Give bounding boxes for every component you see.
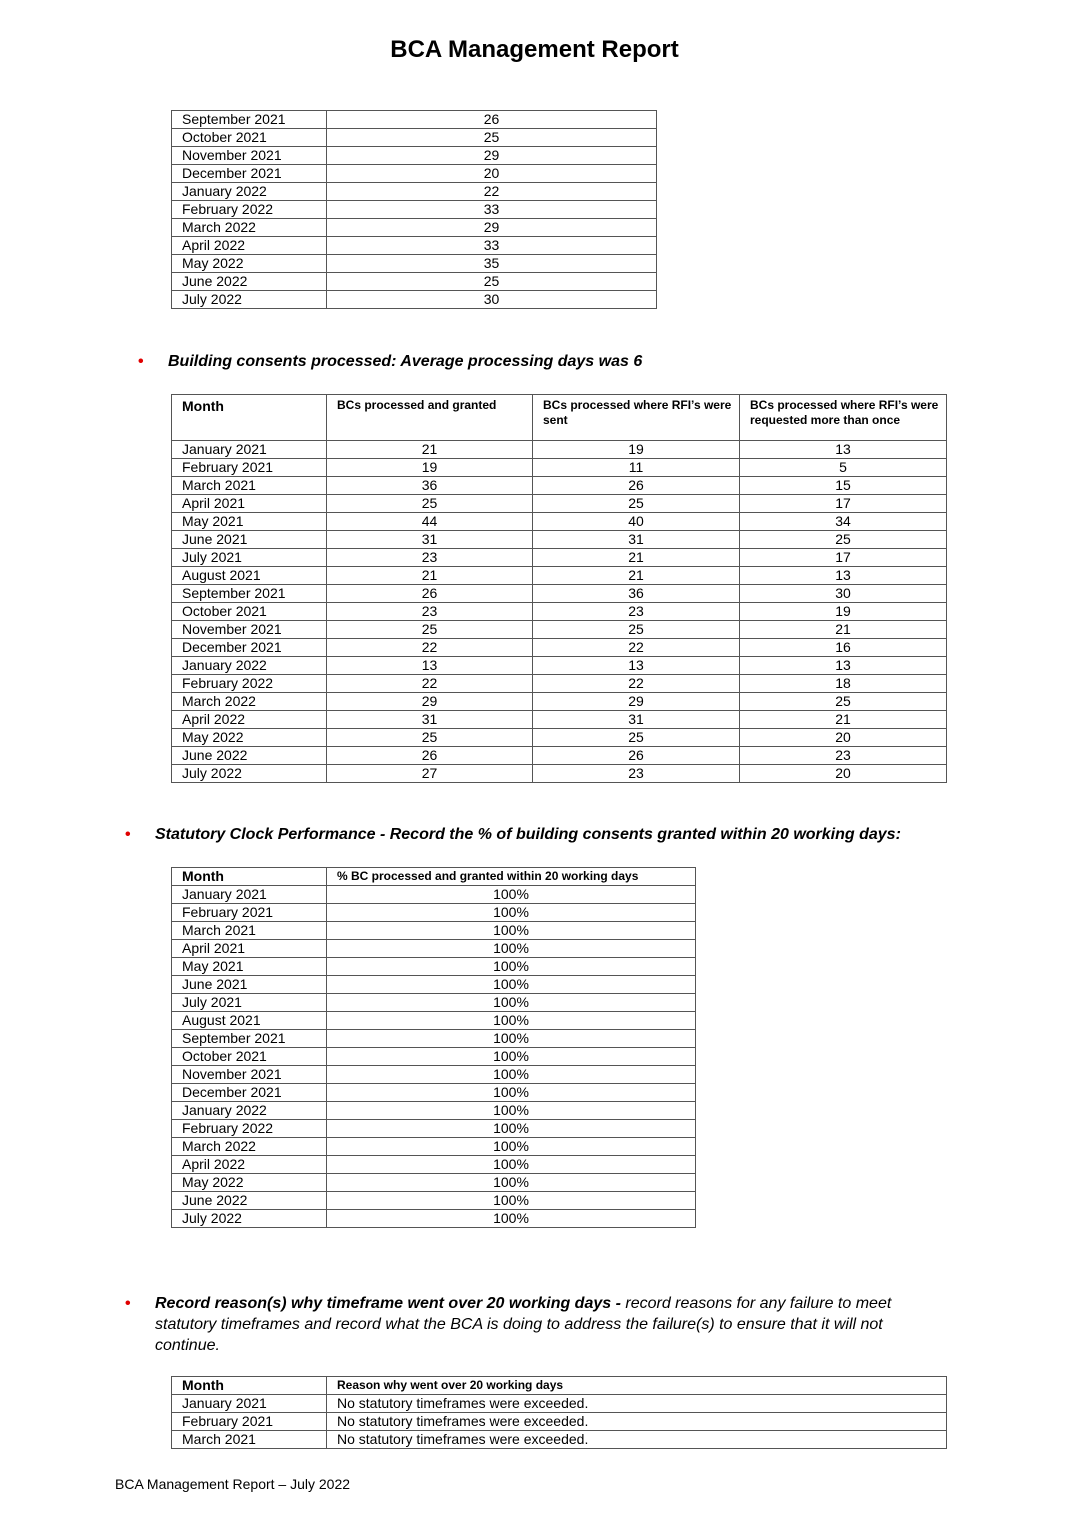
table-row [172,459,947,477]
value-cell: 13 [740,567,947,585]
page-title: BCA Management Report [390,36,679,63]
value-cell: 23 [533,603,740,621]
value-cell: 13 [740,441,947,459]
statutory-clock-table [171,867,696,1228]
month-cell: February 2021 [172,459,327,477]
value-cell: 36 [327,477,533,495]
value-cell: 100% [327,940,696,958]
value-cell: 13 [740,657,947,675]
value-cell: 100% [327,1066,696,1084]
table-row [172,940,696,958]
month-cell: September 2021 [172,585,327,603]
value-cell: 25 [327,729,533,747]
value-cell: 15 [740,477,947,495]
heading-bold-text: Record reason(s) why timeframe went over 20 working days - [155,1295,626,1312]
month-cell: February 2022 [172,201,327,219]
bullet-icon: • [125,826,131,843]
table-row [172,1174,696,1192]
value-cell: 27 [327,765,533,783]
section-reasons-heading [125,1293,955,1356]
month-cell: June 2022 [172,273,327,291]
table-row [172,621,947,639]
value-cell: 100% [327,1048,696,1066]
month-cell: November 2021 [172,1066,327,1084]
value-cell: 17 [740,549,947,567]
month-cell: February 2022 [172,675,327,693]
month-cell: July 2022 [172,765,327,783]
table-row [172,904,696,922]
value-cell: 100% [327,904,696,922]
value-cell: 29 [533,693,740,711]
month-cell: October 2021 [172,129,327,147]
value-cell: 23 [533,765,740,783]
value-cell: 100% [327,922,696,940]
month-cell: September 2021 [172,1030,327,1048]
table-row [172,886,696,904]
value-cell: No statutory timeframes were exceeded. [327,1413,947,1431]
header-rfi-sent: BCs processed where RFI’s were sent [533,395,740,441]
value-cell: 25 [327,129,657,147]
month-cell: October 2021 [172,1048,327,1066]
heading-line-2: statutory timeframes and record what the BCA is doing to address the failure(s) to ensure that it will not [155,1316,883,1333]
value-cell: 100% [327,1156,696,1174]
value-cell: 20 [740,729,947,747]
value-cell: 18 [740,675,947,693]
month-cell: June 2021 [172,531,327,549]
value-cell: 100% [327,1012,696,1030]
value-cell: 26 [327,747,533,765]
table-row [172,255,657,273]
table-row [172,603,947,621]
value-cell: 19 [740,603,947,621]
table-row [172,1192,696,1210]
monthly-count-table [171,110,657,309]
month-cell: April 2021 [172,940,327,958]
value-cell: 100% [327,994,696,1012]
table-row [172,111,657,129]
table-row [172,549,947,567]
heading-text: Building consents processed: Average processing days was 6 [168,353,643,370]
value-cell: 21 [740,621,947,639]
value-cell: 21 [327,441,533,459]
month-cell: January 2021 [172,1395,327,1413]
month-cell: February 2021 [172,1413,327,1431]
bullet-icon: • [125,1295,131,1312]
table-row [172,1012,696,1030]
month-cell: November 2021 [172,147,327,165]
value-cell: 22 [327,183,657,201]
value-cell: 35 [327,255,657,273]
bc-processed-table [171,394,947,783]
value-cell: 19 [533,441,740,459]
month-cell: March 2021 [172,477,327,495]
value-cell: 26 [327,111,657,129]
table-row [172,765,947,783]
value-cell: 31 [327,531,533,549]
value-cell: 21 [740,711,947,729]
table-row [172,1102,696,1120]
value-cell: 23 [327,549,533,567]
value-cell: 26 [327,585,533,603]
value-cell: 31 [533,531,740,549]
table-row [172,495,947,513]
month-cell: January 2021 [172,886,327,904]
table-row [172,922,696,940]
value-cell: 29 [327,693,533,711]
month-cell: December 2021 [172,165,327,183]
table-row [172,1413,947,1431]
table-row [172,165,657,183]
month-cell: May 2021 [172,958,327,976]
value-cell: 29 [327,147,657,165]
value-cell: 29 [327,219,657,237]
header-reason: Reason why went over 20 working days [327,1377,947,1395]
value-cell: 100% [327,976,696,994]
header-percent-granted: % BC processed and granted within 20 working days [327,868,696,886]
table-row [172,291,657,309]
value-cell: 11 [533,459,740,477]
header-rfi-multiple: BCs processed where RFI’s were requested more than once [740,395,947,441]
value-cell: 21 [533,549,740,567]
header-month: Month [172,395,327,441]
value-cell: 23 [740,747,947,765]
month-cell: April 2022 [172,1156,327,1174]
heading-text: Statutory Clock Performance - Record the % of building consents granted within 20 working days: [155,826,901,843]
month-cell: July 2022 [172,1210,327,1228]
value-cell: 31 [327,711,533,729]
month-cell: July 2022 [172,291,327,309]
table-row [172,693,947,711]
value-cell: 34 [740,513,947,531]
month-cell: January 2022 [172,657,327,675]
month-cell: December 2021 [172,639,327,657]
month-cell: May 2022 [172,255,327,273]
section-statutory-clock-heading [125,826,901,844]
table-row [172,273,657,291]
value-cell: 22 [327,675,533,693]
table-row [172,639,947,657]
month-cell: January 2022 [172,183,327,201]
value-cell: 100% [327,1174,696,1192]
table-row [172,201,657,219]
value-cell: 23 [327,603,533,621]
value-cell: 19 [327,459,533,477]
header-month: Month [172,868,327,886]
bullet-icon: • [138,353,144,370]
table-row [172,747,947,765]
table-row [172,531,947,549]
table-row [172,1066,696,1084]
value-cell: 25 [327,495,533,513]
value-cell: 100% [327,1192,696,1210]
table-row [172,1210,696,1228]
month-cell: August 2021 [172,567,327,585]
month-cell: June 2022 [172,747,327,765]
table-row [172,1048,696,1066]
table-row [172,976,696,994]
month-cell: January 2022 [172,1102,327,1120]
month-cell: July 2021 [172,994,327,1012]
value-cell: 20 [327,165,657,183]
value-cell: 21 [327,567,533,585]
header-month: Month [172,1377,327,1395]
month-cell: June 2021 [172,976,327,994]
table-row [172,513,947,531]
table-row [172,441,947,459]
month-cell: August 2021 [172,1012,327,1030]
value-cell: 22 [533,639,740,657]
value-cell: 17 [740,495,947,513]
reasons-table [171,1376,947,1449]
value-cell: 25 [327,621,533,639]
table-row [172,183,657,201]
value-cell: 100% [327,1102,696,1120]
value-cell: 25 [533,495,740,513]
table-row [172,958,696,976]
value-cell: 13 [327,657,533,675]
month-cell: November 2021 [172,621,327,639]
value-cell: 100% [327,1084,696,1102]
value-cell: 31 [533,711,740,729]
table-row [172,585,947,603]
table-row [172,1120,696,1138]
month-cell: March 2022 [172,219,327,237]
value-cell: 25 [327,273,657,291]
value-cell: 25 [740,531,947,549]
month-cell: September 2021 [172,111,327,129]
table-row [172,1138,696,1156]
month-cell: July 2021 [172,549,327,567]
value-cell: 25 [740,693,947,711]
section-bc-processed-heading [138,353,643,371]
value-cell: 22 [327,639,533,657]
month-cell: May 2022 [172,1174,327,1192]
table-row [172,147,657,165]
month-cell: May 2022 [172,729,327,747]
table-row [172,729,947,747]
month-cell: March 2022 [172,693,327,711]
value-cell: 25 [533,729,740,747]
value-cell: 30 [327,291,657,309]
month-cell: April 2022 [172,711,327,729]
table-row [172,567,947,585]
month-cell: April 2021 [172,495,327,513]
month-cell: March 2021 [172,922,327,940]
value-cell: 36 [533,585,740,603]
value-cell: 20 [740,765,947,783]
header-processed-granted: BCs processed and granted [327,395,533,441]
month-cell: December 2021 [172,1084,327,1102]
value-cell: 100% [327,1030,696,1048]
month-cell: October 2021 [172,603,327,621]
value-cell: 33 [327,201,657,219]
table-row [172,1395,947,1413]
value-cell: 100% [327,1210,696,1228]
table-row [172,219,657,237]
value-cell: 30 [740,585,947,603]
heading-line-3: continue. [155,1337,220,1354]
value-cell: 26 [533,477,740,495]
value-cell: 5 [740,459,947,477]
table-row [172,1030,696,1048]
value-cell: No statutory timeframes were exceeded. [327,1395,947,1413]
table-row [172,129,657,147]
table-row [172,477,947,495]
value-cell: 100% [327,886,696,904]
table-row [172,1431,947,1449]
value-cell: 21 [533,567,740,585]
value-cell: 44 [327,513,533,531]
value-cell: 26 [533,747,740,765]
value-cell: 33 [327,237,657,255]
month-cell: January 2021 [172,441,327,459]
value-cell: 40 [533,513,740,531]
month-cell: April 2022 [172,237,327,255]
table-row [172,657,947,675]
table-row [172,1156,696,1174]
value-cell: 100% [327,958,696,976]
table-row [172,711,947,729]
table-row [172,994,696,1012]
value-cell: 100% [327,1120,696,1138]
value-cell: No statutory timeframes were exceeded. [327,1431,947,1449]
heading-rest-text: record reasons for any failure to meet [625,1295,892,1312]
month-cell: May 2021 [172,513,327,531]
month-cell: March 2022 [172,1138,327,1156]
month-cell: June 2022 [172,1192,327,1210]
month-cell: March 2021 [172,1431,327,1449]
value-cell: 25 [533,621,740,639]
value-cell: 100% [327,1138,696,1156]
page-footer: BCA Management Report – July 2022 [115,1476,351,1492]
value-cell: 22 [533,675,740,693]
table-row [172,237,657,255]
month-cell: February 2021 [172,904,327,922]
month-cell: February 2022 [172,1120,327,1138]
value-cell: 13 [533,657,740,675]
value-cell: 16 [740,639,947,657]
table-row [172,675,947,693]
table-row [172,1084,696,1102]
